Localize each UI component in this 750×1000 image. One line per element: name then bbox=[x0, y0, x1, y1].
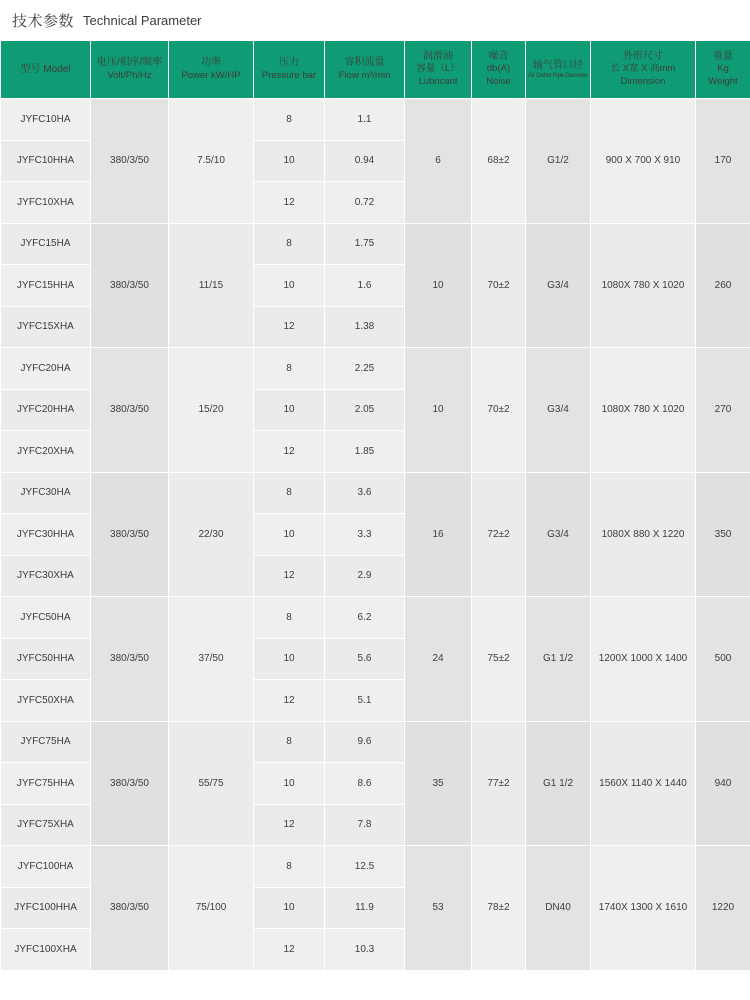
cell-power: 15/20 bbox=[169, 348, 254, 473]
cell-pressure: 10 bbox=[254, 763, 325, 805]
cell-pipe-diameter: G3/4 bbox=[526, 348, 591, 473]
cell-dimension: 1080X 780 X 1020 bbox=[591, 223, 696, 348]
cell-flow: 3.6 bbox=[325, 472, 405, 514]
cell-pressure: 10 bbox=[254, 638, 325, 680]
cell-voltage: 380/3/50 bbox=[91, 472, 169, 597]
cell-power: 55/75 bbox=[169, 721, 254, 846]
table-row bbox=[1, 721, 750, 763]
cell-voltage: 380/3/50 bbox=[91, 223, 169, 348]
cell-pressure: 8 bbox=[254, 846, 325, 888]
column-header-noise: 噪音 db(A) Noise bbox=[472, 41, 526, 99]
cell-lubricant: 24 bbox=[405, 597, 472, 722]
cell-weight: 270 bbox=[696, 348, 750, 473]
column-header-weight: 重量 Kg Weight bbox=[696, 41, 750, 99]
cell-flow: 3.3 bbox=[325, 514, 405, 556]
page-title-cn: 技术参数 bbox=[12, 12, 75, 30]
cell-flow: 5.6 bbox=[325, 638, 405, 680]
cell-power: 22/30 bbox=[169, 472, 254, 597]
cell-model: JYFC50HA bbox=[1, 597, 91, 639]
cell-pressure: 8 bbox=[254, 223, 325, 265]
cell-pipe-diameter: G3/4 bbox=[526, 472, 591, 597]
cell-flow: 10.3 bbox=[325, 929, 405, 971]
column-header-pressure: 压力 Pressure bar bbox=[254, 41, 325, 99]
cell-pipe-diameter: G1 1/2 bbox=[526, 597, 591, 722]
cell-weight: 260 bbox=[696, 223, 750, 348]
column-header-voltage: 电压/相序/频率 Volt/Ph/Hz bbox=[91, 41, 169, 99]
cell-model: JYFC75HA bbox=[1, 721, 91, 763]
cell-flow: 1.6 bbox=[325, 265, 405, 307]
table-header bbox=[1, 41, 750, 99]
cell-flow: 2.25 bbox=[325, 348, 405, 390]
cell-model: JYFC30HHA bbox=[1, 514, 91, 556]
cell-model: JYFC50HHA bbox=[1, 638, 91, 680]
cell-model: JYFC75XHA bbox=[1, 804, 91, 846]
cell-model: JYFC15HA bbox=[1, 223, 91, 265]
cell-flow: 0.72 bbox=[325, 182, 405, 224]
table-header-row bbox=[1, 41, 750, 99]
cell-pressure: 8 bbox=[254, 348, 325, 390]
cell-pipe-diameter: G1/2 bbox=[526, 99, 591, 224]
cell-power: 37/50 bbox=[169, 597, 254, 722]
cell-model: JYFC10XHA bbox=[1, 182, 91, 224]
cell-flow: 2.05 bbox=[325, 389, 405, 431]
cell-model: JYFC10HHA bbox=[1, 140, 91, 182]
cell-model: JYFC30HA bbox=[1, 472, 91, 514]
cell-power: 75/100 bbox=[169, 846, 254, 971]
cell-pressure: 12 bbox=[254, 680, 325, 722]
cell-flow: 1.38 bbox=[325, 306, 405, 348]
cell-model: JYFC100HA bbox=[1, 846, 91, 888]
cell-pressure: 10 bbox=[254, 389, 325, 431]
page-title-bar bbox=[0, 0, 750, 40]
cell-flow: 7.8 bbox=[325, 804, 405, 846]
cell-model: JYFC10HA bbox=[1, 99, 91, 141]
cell-voltage: 380/3/50 bbox=[91, 597, 169, 722]
column-header-model: 型号 Model bbox=[1, 41, 91, 99]
cell-model: JYFC50XHA bbox=[1, 680, 91, 722]
table-row bbox=[1, 348, 750, 390]
cell-model: JYFC30XHA bbox=[1, 555, 91, 597]
cell-noise: 77±2 bbox=[472, 721, 526, 846]
cell-pressure: 12 bbox=[254, 929, 325, 971]
cell-power: 11/15 bbox=[169, 223, 254, 348]
cell-weight: 500 bbox=[696, 597, 750, 722]
cell-pressure: 12 bbox=[254, 804, 325, 846]
cell-pressure: 8 bbox=[254, 99, 325, 141]
cell-model: JYFC15XHA bbox=[1, 306, 91, 348]
cell-lubricant: 16 bbox=[405, 472, 472, 597]
cell-pressure: 12 bbox=[254, 182, 325, 224]
cell-flow: 5.1 bbox=[325, 680, 405, 722]
cell-voltage: 380/3/50 bbox=[91, 721, 169, 846]
table-row bbox=[1, 99, 750, 141]
cell-pipe-diameter: G1 1/2 bbox=[526, 721, 591, 846]
cell-flow: 0.94 bbox=[325, 140, 405, 182]
table-row bbox=[1, 597, 750, 639]
cell-flow: 1.85 bbox=[325, 431, 405, 473]
cell-model: JYFC20HA bbox=[1, 348, 91, 390]
cell-model: JYFC100HHA bbox=[1, 887, 91, 929]
cell-model: JYFC15HHA bbox=[1, 265, 91, 307]
cell-flow: 1.75 bbox=[325, 223, 405, 265]
column-header-lubricant: 润滑油 容量（L） Lubricant bbox=[405, 41, 472, 99]
column-header-flow: 容积流量 Flow m³/min bbox=[325, 41, 405, 99]
table-body bbox=[1, 99, 750, 971]
table-row bbox=[1, 846, 750, 888]
column-header-pipe-diameter: 输气管口径 Air Outlet Pipe Diameter bbox=[526, 41, 591, 99]
column-header-dimension: 外形尺寸 长 X宽 X 高mm Dimension bbox=[591, 41, 696, 99]
cell-weight: 170 bbox=[696, 99, 750, 224]
cell-model: JYFC75HHA bbox=[1, 763, 91, 805]
cell-pressure: 10 bbox=[254, 140, 325, 182]
cell-noise: 70±2 bbox=[472, 348, 526, 473]
cell-lubricant: 6 bbox=[405, 99, 472, 224]
cell-pressure: 12 bbox=[254, 306, 325, 348]
cell-pressure: 12 bbox=[254, 555, 325, 597]
cell-flow: 1.1 bbox=[325, 99, 405, 141]
cell-pressure: 12 bbox=[254, 431, 325, 473]
cell-noise: 78±2 bbox=[472, 846, 526, 971]
cell-dimension: 1560X 1140 X 1440 bbox=[591, 721, 696, 846]
table-row bbox=[1, 223, 750, 265]
cell-power: 7.5/10 bbox=[169, 99, 254, 224]
cell-weight: 1220 bbox=[696, 846, 750, 971]
cell-lubricant: 10 bbox=[405, 348, 472, 473]
specification-table bbox=[0, 40, 750, 971]
cell-flow: 6.2 bbox=[325, 597, 405, 639]
cell-flow: 8.6 bbox=[325, 763, 405, 805]
cell-weight: 940 bbox=[696, 721, 750, 846]
table-row bbox=[1, 472, 750, 514]
cell-noise: 70±2 bbox=[472, 223, 526, 348]
cell-pressure: 10 bbox=[254, 265, 325, 307]
cell-lubricant: 53 bbox=[405, 846, 472, 971]
cell-pressure: 8 bbox=[254, 472, 325, 514]
cell-pipe-diameter: DN40 bbox=[526, 846, 591, 971]
cell-weight: 350 bbox=[696, 472, 750, 597]
column-header-power: 功率 Power kW/HP bbox=[169, 41, 254, 99]
cell-lubricant: 35 bbox=[405, 721, 472, 846]
cell-lubricant: 10 bbox=[405, 223, 472, 348]
cell-pressure: 10 bbox=[254, 514, 325, 556]
cell-model: JYFC100XHA bbox=[1, 929, 91, 971]
cell-pressure: 8 bbox=[254, 721, 325, 763]
cell-voltage: 380/3/50 bbox=[91, 348, 169, 473]
cell-flow: 9.6 bbox=[325, 721, 405, 763]
cell-dimension: 1740X 1300 X 1610 bbox=[591, 846, 696, 971]
cell-pipe-diameter: G3/4 bbox=[526, 223, 591, 348]
cell-flow: 12.5 bbox=[325, 846, 405, 888]
cell-dimension: 900 X 700 X 910 bbox=[591, 99, 696, 224]
cell-noise: 72±2 bbox=[472, 472, 526, 597]
cell-pressure: 10 bbox=[254, 887, 325, 929]
page-title-en: Technical Parameter bbox=[83, 12, 202, 28]
cell-pressure: 8 bbox=[254, 597, 325, 639]
cell-model: JYFC20XHA bbox=[1, 431, 91, 473]
cell-voltage: 380/3/50 bbox=[91, 99, 169, 224]
cell-model: JYFC20HHA bbox=[1, 389, 91, 431]
cell-noise: 68±2 bbox=[472, 99, 526, 224]
cell-dimension: 1080X 780 X 1020 bbox=[591, 348, 696, 473]
cell-noise: 75±2 bbox=[472, 597, 526, 722]
cell-flow: 2.9 bbox=[325, 555, 405, 597]
cell-dimension: 1080X 880 X 1220 bbox=[591, 472, 696, 597]
cell-dimension: 1200X 1000 X 1400 bbox=[591, 597, 696, 722]
cell-flow: 11.9 bbox=[325, 887, 405, 929]
cell-voltage: 380/3/50 bbox=[91, 846, 169, 971]
